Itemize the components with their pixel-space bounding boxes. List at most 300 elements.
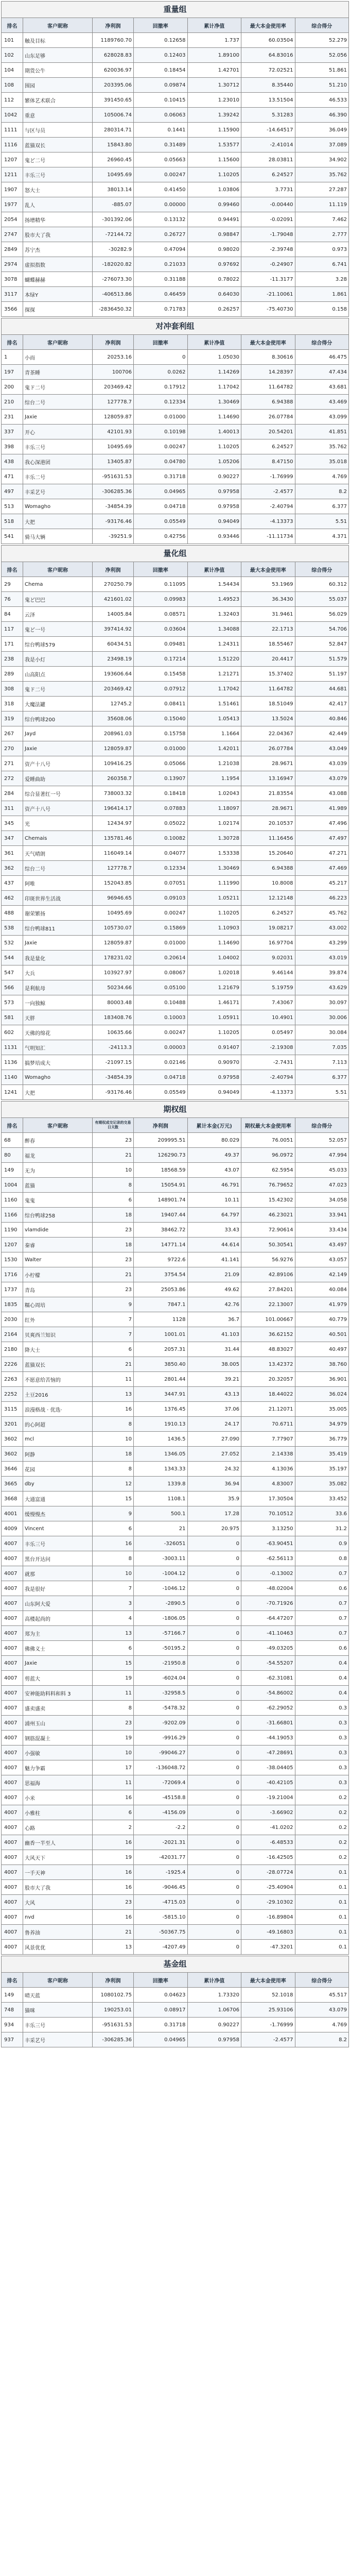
value-cell: 21 [93,1925,134,1940]
table-row [2,1805,349,1820]
rank-cell: 488 [2,906,23,921]
nickname-cell: Chemais [23,831,93,846]
value-cell: 4.769 [295,469,349,484]
table-row [2,1701,349,1716]
value-cell: -48.02004 [241,1581,295,1596]
table-row [2,1745,349,1760]
rank-cell: 2030 [2,1312,23,1327]
value-cell: 30.084 [295,1025,349,1040]
table-row [2,365,349,380]
table-row [2,1760,349,1775]
value-cell: 16 [93,1865,134,1880]
value-cell: 18 [93,1208,134,1223]
rank-cell: 1111 [2,123,23,138]
value-cell: 1910.13 [134,1417,188,1432]
nickname-cell: 糯心周培 [23,1297,93,1312]
nickname-cell: 安神能助料料和料 3 [23,1686,93,1701]
table-row [2,499,349,514]
value-cell: 52.279 [295,33,349,48]
value-cell: 0.158 [295,302,349,317]
table-row [2,1040,349,1055]
rank-cell: 102 [2,48,23,63]
ranking-table [1,18,349,317]
value-cell: 0.10415 [134,93,188,108]
value-cell: 39.21 [187,1372,241,1387]
table-row [2,622,349,637]
value-cell: -49.16803 [241,1925,295,1940]
value-cell: -885.07 [93,197,134,212]
value-cell: 0 [187,1940,241,1955]
nickname-cell: 期货公牛 [23,63,93,78]
column-header: 客户昵称 [23,1118,93,1133]
column-header: 期权最大本金使用率 [241,1118,295,1133]
rank-cell: 4007 [2,1760,23,1775]
value-cell: 0.12403 [134,48,188,63]
table-row [2,469,349,484]
value-cell: -9202.09 [134,1716,188,1731]
value-cell: -326051 [134,1536,188,1551]
rank-cell: 238 [2,652,23,667]
nickname-cell: 的心阿超 [23,1417,93,1432]
value-cell: -16.42505 [241,1850,295,1865]
table-row [2,242,349,257]
value-cell: 43.099 [295,410,349,425]
nickname-cell: 小米 [23,1790,93,1805]
value-cell: 64.797 [187,1208,241,1223]
rank-cell: 1977 [2,197,23,212]
rank-cell: 1207 [2,152,23,167]
table-row [2,1988,349,2003]
value-cell: 7.77907 [241,1432,295,1447]
nickname-cell: 乱人 [23,197,93,212]
value-cell: -42031.77 [134,1850,188,1865]
value-cell: 40.501 [295,1327,349,1342]
nickname-cell: 苏宁杰 [23,242,93,257]
value-cell: 260358.7 [93,771,134,786]
nickname-cell: 大魔法罐 [23,697,93,711]
table-row [2,1148,349,1163]
value-cell: 0.04780 [134,454,188,469]
nickname-cell: 与区与员 [23,123,93,138]
table-row [2,1925,349,1940]
value-cell: 0.97958 [187,2032,241,2047]
value-cell: -34854.39 [93,499,134,514]
nickname-cell: 福龙 [23,1148,93,1163]
value-cell: 4.371 [295,529,349,544]
value-cell: 19 [93,1671,134,1686]
value-cell: -2.40794 [241,499,295,514]
rank-cell: 2252 [2,1387,23,1402]
value-cell: 47.271 [295,846,349,861]
value-cell: 1339.8 [134,1477,188,1492]
rank-cell: 1211 [2,167,23,182]
value-cell: 9.46144 [241,965,295,980]
value-cell: 0.01000 [134,410,188,425]
value-cell: 10635.66 [93,1025,134,1040]
value-cell: 1376.45 [134,1402,188,1417]
value-cell: -5815.10 [134,1910,188,1925]
rank-cell: 3602 [2,1432,23,1447]
nickname-cell: 丰采艺号 [23,2032,93,2047]
rank-cell: 532 [2,936,23,951]
rank-cell: 319 [2,711,23,726]
header-row [2,18,349,33]
value-cell: 45.033 [295,1163,349,1178]
rank-cell: 4007 [2,1910,23,1925]
value-cell: 0.00000 [134,197,188,212]
table-row [2,1716,349,1731]
value-cell: 0.8 [295,1551,349,1566]
value-cell: 0 [187,1925,241,1940]
value-cell: 1.02043 [187,786,241,801]
value-cell: 0 [187,1701,241,1716]
nickname-cell: 不愿意给苦恼的 [23,1372,93,1387]
value-cell: 0.2 [295,1805,349,1820]
value-cell: -2.4577 [241,2032,295,2047]
value-cell: 0.04965 [134,484,188,499]
value-cell: 7.035 [295,1040,349,1055]
value-cell: 1.21679 [187,980,241,995]
rank-cell: 602 [2,1025,23,1040]
value-cell: 12434.97 [93,816,134,831]
table-row [2,951,349,965]
rank-cell: 1835 [2,1297,23,1312]
value-cell: 421601.02 [93,592,134,607]
table-row [2,1025,349,1040]
value-cell: -1004.12 [134,1566,188,1581]
nickname-cell: 鬼ど巴巴 [23,592,93,607]
rank-cell: 3646 [2,1462,23,1477]
value-cell: -1.76999 [241,2018,295,2032]
nickname-cell: 综台鸭球811 [23,921,93,936]
value-cell: -11.3177 [241,272,295,287]
column-header: 综合得分 [295,335,349,350]
value-cell: -2.7431 [241,1055,295,1070]
value-cell: 16 [93,1910,134,1925]
table-row [2,1940,349,1955]
value-cell: 10 [93,1432,134,1447]
value-cell: 0.26727 [134,227,188,242]
value-cell: 0.46459 [134,287,188,302]
value-cell: 193606.64 [93,667,134,682]
value-cell: 4.83007 [241,1477,295,1492]
value-cell: 15.42302 [241,1193,295,1208]
rank-cell: 272 [2,771,23,786]
value-cell: 1.30469 [187,395,241,410]
value-cell: 7.113 [295,1055,349,1070]
value-cell: 16.97704 [241,936,295,951]
value-cell: 1.51220 [187,652,241,667]
value-cell: 31.9461 [241,607,295,622]
value-cell: 0.07912 [134,682,188,697]
value-cell: 44.681 [295,682,349,697]
table-row [2,861,349,876]
table-row [2,287,349,302]
value-cell: 33.941 [295,1208,349,1223]
value-cell: -54.55207 [241,1656,295,1671]
value-cell: 17.28 [187,1506,241,1521]
value-cell: 209995.51 [134,1133,188,1148]
value-cell: 0.1 [295,1910,349,1925]
value-cell: 0.98847 [187,227,241,242]
value-cell: 280314.71 [93,123,134,138]
value-cell: 35608.06 [93,711,134,726]
ranking-table [1,562,349,1100]
value-cell: 127778.7 [93,861,134,876]
value-cell: 11.119 [295,197,349,212]
nickname-cell: Jaxie [23,1656,93,1671]
table-row [2,1611,349,1626]
table-row [2,995,349,1010]
section-4 [1,1956,349,2047]
value-cell: 5.51 [295,514,349,529]
nickname-cell: 剪蓝大 [23,1671,93,1686]
value-cell: 43.681 [295,380,349,395]
value-cell: 0.07051 [134,876,188,891]
value-cell: 1128 [134,1312,188,1327]
rank-cell: 101 [2,33,23,48]
value-cell: 1.05413 [187,711,241,726]
column-header: 最大本金使用率 [241,18,295,33]
value-cell: 1.89100 [187,48,241,63]
value-cell: 1.10903 [187,921,241,936]
table-row [2,906,349,921]
rank-cell: 438 [2,454,23,469]
value-cell: 38.760 [295,1357,349,1372]
value-cell: 46.791 [187,1178,241,1193]
value-cell: 6 [93,1193,134,1208]
table-row [2,1686,349,1701]
nickname-cell: 大通富通 [23,1492,93,1506]
table-row [2,1835,349,1850]
column-header: 累计本金(万元) [187,1118,241,1133]
value-cell: -62.31081 [241,1671,295,1686]
table-row [2,846,349,861]
nickname-cell: 大把 [23,514,93,529]
rank-cell: 197 [2,365,23,380]
table-row [2,1880,349,1895]
table-row [2,380,349,395]
value-cell: 8.35440 [241,78,295,93]
column-header: 客户昵称 [23,1973,93,1988]
nickname-cell: nvd [23,1910,93,1925]
column-header: 排名 [2,562,23,577]
column-header: 客户昵称 [23,18,93,33]
value-cell: 0 [187,1536,241,1551]
value-cell: 0.04965 [134,2032,188,2047]
rank-cell: 1716 [2,1267,23,1282]
value-cell: 24.17 [187,1417,241,1432]
value-cell: 30.006 [295,1010,349,1025]
value-cell: 0.04077 [134,846,188,861]
nickname-cell: 猫咪 [23,2003,93,2018]
value-cell: 21.09 [187,1267,241,1282]
table-row [2,1910,349,1925]
nickname-cell: 蓝猫双长 [23,138,93,152]
nickname-cell: 骑马大辆 [23,529,93,544]
value-cell: -45158.8 [134,1790,188,1805]
nickname-cell: 综台鸭球200 [23,711,93,726]
value-cell: -2.40794 [241,1070,295,1085]
rank-cell: 1207 [2,1238,23,1252]
value-cell: 31.44 [187,1342,241,1357]
value-cell: 0.90227 [187,2018,241,2032]
nickname-cell: 山东足够 [23,48,93,63]
value-cell: -2.2 [134,1820,188,1835]
nickname-cell: 气明知汇 [23,1040,93,1055]
value-cell: 0.08917 [134,2003,188,2018]
value-cell: 38013.14 [93,182,134,197]
value-cell: 42.149 [295,1267,349,1282]
nickname-cell: 丰乐三号 [23,2018,93,2032]
table-row [2,1327,349,1342]
nickname-cell: 小雅柱 [23,1805,93,1820]
value-cell: 620036.97 [93,63,134,78]
rank-cell: 2849 [2,242,23,257]
value-cell: 13 [93,1940,134,1955]
nickname-cell: 山东阿大爱 [23,1596,93,1611]
value-cell: 1.15600 [187,152,241,167]
nickname-cell: 醉春 [23,1133,93,1148]
value-cell: 10 [93,1163,134,1178]
value-cell: 152043.85 [93,876,134,891]
rank-cell: 1116 [2,138,23,152]
table-row [2,801,349,816]
nickname-cell: 丰乐三号 [23,1536,93,1551]
section-title: 量化组 [1,545,349,562]
value-cell: 1.861 [295,287,349,302]
value-cell: 2 [93,1820,134,1835]
value-cell: -951631.53 [93,2018,134,2032]
value-cell: -0.02091 [241,212,295,227]
value-cell: 31.2 [295,1521,349,1536]
nickname-cell: 浦州玉山 [23,1716,93,1731]
value-cell: 0 [187,1745,241,1760]
value-cell: 25.93106 [241,2003,295,2018]
value-cell: 0.99460 [187,197,241,212]
value-cell: 18.55467 [241,637,295,652]
value-cell: 35.082 [295,1477,349,1492]
table-row [2,1656,349,1671]
value-cell: 0 [187,1686,241,1701]
value-cell: 18568.59 [134,1163,188,1178]
value-cell: 0.3 [295,1760,349,1775]
table-row [2,1775,349,1790]
value-cell: 36.901 [295,1372,349,1387]
value-cell: 0 [187,1805,241,1820]
value-cell: 0.3 [295,1745,349,1760]
table-row [2,257,349,272]
rank-cell: 2974 [2,257,23,272]
header-row [2,1973,349,1988]
value-cell: 47.434 [295,365,349,380]
nickname-cell: 综合显著红一号 [23,786,93,801]
nickname-cell: 光 [23,816,93,831]
rank-cell: 4007 [2,1850,23,1865]
value-cell: -1.79048 [241,227,295,242]
value-cell: 0 [187,1895,241,1910]
value-cell: 72.90614 [241,1223,295,1238]
table-row [2,1447,349,1462]
table-row [2,2003,349,2018]
value-cell: 0.09103 [134,891,188,906]
value-cell: 0.05549 [134,1085,188,1100]
value-cell: 51.210 [295,78,349,93]
value-cell: 1.737 [187,33,241,48]
value-cell: 23 [93,1223,134,1238]
value-cell: 0.97692 [187,257,241,272]
value-cell: 203395.06 [93,78,134,93]
value-cell: 0.3 [295,1775,349,1790]
value-cell: 43.039 [295,756,349,771]
value-cell: 0.00247 [134,439,188,454]
value-cell: 1.05030 [187,350,241,365]
value-cell: 37.089 [295,138,349,152]
column-header: 净利润 [93,1973,134,1988]
value-cell: 135781.46 [93,831,134,846]
value-cell: 0.05100 [134,980,188,995]
nickname-cell: 青岛 [23,1282,93,1297]
value-cell: 10495.69 [93,439,134,454]
value-cell: 1346.05 [134,1447,188,1462]
rank-cell: 200 [2,380,23,395]
nickname-cell: 围园 [23,78,93,93]
value-cell: -1806.05 [134,1611,188,1626]
value-cell: 0.31718 [134,469,188,484]
table-row [2,637,349,652]
value-cell: 8 [93,1551,134,1566]
nickname-cell: Jaxie [23,410,93,425]
value-cell: 10.4901 [241,1010,295,1025]
value-cell: 0.97958 [187,499,241,514]
column-header: 客户昵称 [23,335,93,350]
value-cell: 33.43 [187,1223,241,1238]
nickname-cell: 股市大了我 [23,1880,93,1895]
section-title: 重量组 [1,1,349,18]
value-cell: 35.197 [295,1462,349,1477]
value-cell: 1.18097 [187,801,241,816]
value-cell: 2057.31 [134,1342,188,1357]
nickname-cell: 小而 [23,350,93,365]
value-cell: 10495.69 [93,167,134,182]
value-cell: 0 [187,1596,241,1611]
table-row [2,108,349,123]
value-cell: 12.12148 [241,891,295,906]
table-row [2,1820,349,1835]
value-cell: 0.2 [295,1790,349,1805]
value-cell: 38462.72 [134,1223,188,1238]
value-cell: -182020.82 [93,257,134,272]
value-cell: 43.019 [295,951,349,965]
rank-cell: 270 [2,741,23,756]
rank-cell: 462 [2,891,23,906]
value-cell: 13.42372 [241,1357,295,1372]
value-cell: 105006.74 [93,108,134,123]
value-cell: 10 [93,1745,134,1760]
rank-cell: 345 [2,816,23,831]
nickname-cell: 重意 [23,108,93,123]
rank-cell: 2263 [2,1372,23,1387]
table-row [2,272,349,287]
nickname-cell: 无为 [23,1163,93,1178]
value-cell: 28.9671 [241,756,295,771]
value-cell: 36.94 [187,1477,241,1492]
value-cell: 0.10198 [134,425,188,439]
value-cell: -5478.32 [134,1701,188,1716]
section-3 [1,1101,349,1956]
value-cell: -21950.8 [134,1656,188,1671]
value-cell: 105730.07 [93,921,134,936]
